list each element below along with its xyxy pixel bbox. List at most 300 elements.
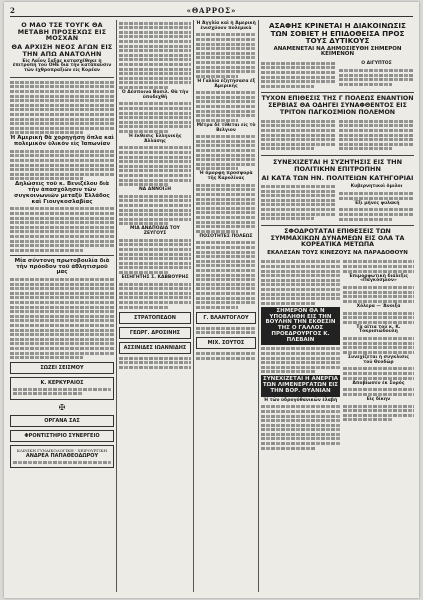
text-line (10, 90, 114, 93)
text-line (10, 240, 114, 243)
headline-pleven: ΣΗΜΕΡΟΝ ΘΑ Ν ΥΠΟΒΛΗΘΗ ΕΙΣ ΤΗΝ ΒΟΥΛΗΝ ΤΗΝ ΕΚΘΕΣΙΝ ΤΗΣ Ο ΓΑΛΛΟΣ ΠΡΟΕΔΡΟΥΡΓΟΣ Κ. ΠΛΕΒΑΙΝ (261, 307, 340, 346)
ad-title: ΑΣΣΙΝΙΔΕΣ ΙΩΑΝΝΙΔΗΣ (123, 344, 187, 351)
text-line (196, 91, 256, 94)
column-2 (119, 20, 191, 592)
ad-title: ΟΡΓΑΝΑ ΣΑΣ (44, 417, 80, 424)
text-line (339, 213, 414, 216)
text-line (261, 370, 316, 373)
text-line (339, 192, 414, 195)
subheadline-korea: Εἰς Λαΐον Σαξας κατασχέθηκε ἡ ἐπιτροπή τοῦ ΟΗΕ διὰ τὴν κατάπαυσιν τῶν ἐχθροπραξιῶν εἰς Κορέαν (12, 58, 112, 74)
subheadline: Ἡ Ἀγγλία καὶ ἡ Ἀμερικὴ ἐνισχύουν πολεμικὰ (196, 21, 256, 31)
text-line (196, 198, 256, 201)
text-line (261, 437, 340, 440)
column-rule (258, 20, 259, 592)
subheadline: Ἡ Γαλλία ἐζητήσασα ἐξ Ἀμερικῆς (196, 78, 256, 89)
article-body (261, 118, 414, 152)
text-line (119, 169, 191, 172)
divider (10, 77, 114, 78)
text-line (196, 246, 256, 249)
text-line (13, 392, 82, 395)
text-line (196, 167, 238, 170)
text-line (10, 154, 114, 157)
text-line (343, 418, 393, 421)
text-line (119, 257, 191, 260)
text-line (196, 230, 238, 233)
text-line (196, 56, 256, 59)
text-line (196, 144, 256, 147)
text-line (119, 125, 191, 128)
text-line (10, 347, 114, 350)
text-line (10, 108, 114, 111)
text-line (10, 278, 114, 281)
text-line (339, 124, 414, 127)
text-line (261, 366, 340, 369)
text-line (10, 315, 114, 318)
text-line (10, 168, 114, 171)
subheadline: ΕΙΣΗΓΗΤΗΣ Σ. ΚΑΒΒΟΥΡΗΣ (121, 274, 189, 280)
subheadline: ΝΑ ΑΝΝΟΙΞΗ (139, 187, 171, 193)
text-line (261, 270, 340, 273)
text-line (10, 150, 114, 153)
text-line (196, 202, 256, 205)
column-right (261, 20, 414, 592)
text-line (196, 297, 256, 300)
text-line (119, 40, 191, 43)
text-line (196, 105, 256, 108)
masthead (10, 6, 413, 17)
text-line (10, 356, 83, 359)
text-line (261, 203, 336, 206)
text-line (339, 129, 414, 132)
advertisement (196, 337, 256, 349)
text-line (261, 265, 340, 268)
text-line (119, 174, 191, 177)
sidebar-headline: Ἐπιμορφωτικὴ διάλεξις «Παγκόσμιον» (349, 273, 408, 284)
text-line (119, 22, 191, 25)
text-line (343, 377, 414, 380)
text-line (196, 33, 256, 36)
text-line (119, 130, 169, 133)
text-line (343, 312, 414, 315)
text-line (339, 197, 414, 200)
text-line (10, 306, 114, 309)
subheadline: Μέτρα δὲ τίθεται εἰς τὸ Βελγιον (196, 122, 256, 133)
text-line (119, 183, 169, 186)
text-line (119, 253, 191, 256)
subheadline-text-published: ΑΝΑΜΕΝΕΤΑΙ ΝΑ ΔΗΜΟΣΙΕΥΘΗ ΣΗΜΕΡΟΝ ΚΕΙΜΕΝΟΝ (273, 45, 402, 58)
text-line (261, 433, 340, 436)
text-line (196, 241, 256, 244)
text-line (261, 143, 336, 146)
text-line (10, 324, 114, 327)
text-line (339, 120, 414, 123)
text-line (10, 85, 114, 88)
text-line (261, 288, 340, 291)
text-line (119, 199, 191, 202)
text-line (119, 68, 191, 71)
text-line (10, 118, 114, 121)
sidebar-headline: Ο ΑΙΓΥΠΤΟΣ (361, 61, 392, 67)
text-line (343, 286, 414, 289)
text-line (10, 287, 114, 290)
text-line (119, 54, 191, 57)
ad-title: ΓΕΩΡΓ. ΔΡΟΣΙΝΗΣ (129, 329, 181, 336)
headline-serbia: ΤΥΧΟΝ ΕΠΙΘΕΣΙΣ ΤΗΣ Γ ΠΟΛΕΩΣ ΕΝΑΝΤΙΟΝ ΣΕΡΒΙΑΣ ΘΑ ΟΔΗΓΕΙ ΣΥΝΑΦΘΕΝΤΟΣ ΕΙΣ ΤΡΙΤΟΝ ΠΑΓΚΟΣΜΙΟΝ ΠΟΛΕΜΟΝ (261, 95, 414, 116)
text-line (119, 160, 191, 163)
text-line (339, 74, 414, 77)
sidebar-headline: Συνεχίζεται ἡ συγκλισις τοῦ Θεοδῶρ (348, 354, 409, 365)
subheadline: Ἡ ὅμορφη προσφορὰ τῆς Καρολίνας (199, 171, 253, 182)
sidebar-headline: Ἀποβίωσεν ἐκ Σορός (352, 380, 405, 386)
newspaper-name: «ΘΑΡΡΟΣ» (186, 6, 237, 15)
text-line (119, 266, 191, 269)
sidebar-headline: Χόλερα — Ἄνοιξα (356, 303, 401, 309)
text-line (261, 85, 314, 88)
text-line (196, 216, 256, 219)
text-line (10, 333, 114, 336)
text-line (119, 156, 191, 159)
text-line (196, 100, 256, 103)
text-line (10, 217, 114, 220)
text-line (10, 104, 114, 107)
text-line (119, 283, 191, 286)
text-line (261, 260, 340, 263)
divider (261, 225, 414, 226)
text-line (10, 352, 114, 355)
advertisement (10, 445, 114, 468)
text-line (119, 301, 191, 304)
text-line (196, 306, 238, 309)
newspaper-page (4, 2, 419, 598)
ad-title: Κ. ΚΕΡΚΥΡΑΙΟΣ (40, 380, 84, 387)
sidebar-headline: Ἕξι μήνες φυλακή (353, 200, 400, 206)
text-line (261, 120, 336, 123)
text-line (339, 83, 392, 86)
text-line (343, 346, 414, 349)
text-line (261, 124, 336, 127)
headline-mao: Ο ΜΑΟ ΤΣΕ ΤΟΥΓΚ ΘΑ ΜΕΤΑΒΗ ΠΡΟΣΕΧΩΣ ΕΙΣ ΜΟΣΧΑΝ (17, 21, 107, 43)
text-line (119, 86, 169, 89)
subheadline-athletics: Μία σύντονη πρωτοβουλία διὰ τὴν πρόοδον τοῦ ἀθλητισμοῦ μας (14, 257, 110, 276)
text-line (10, 177, 83, 180)
text-line (119, 262, 191, 265)
text-line (196, 278, 256, 281)
text-line (119, 239, 191, 242)
text-line (119, 151, 191, 154)
subheadline-japan: Ἡ Ἀμερικὴ θὰ χορηγήση ὅπλα καὶ πολεμικὸν ὑλικὸν εἰς Ἰαπωνίαν (10, 135, 114, 148)
text-line (10, 329, 114, 332)
text-line (196, 260, 256, 263)
text-line (10, 113, 114, 116)
text-line (119, 72, 191, 75)
text-line (261, 357, 340, 360)
text-line (196, 264, 256, 267)
text-line (196, 221, 256, 224)
text-line (196, 287, 256, 290)
text-line (196, 114, 256, 117)
text-line (196, 47, 256, 50)
text-line (10, 207, 114, 210)
text-line (10, 212, 114, 215)
text-line (10, 301, 114, 304)
text-line (343, 270, 414, 273)
text-line (196, 70, 256, 73)
text-line (196, 184, 256, 187)
text-line (343, 393, 414, 396)
text-line (261, 352, 340, 355)
text-line (196, 269, 256, 272)
ad-title: ΣΩΖΕΙ ΣΕΙΣΜΟΥ (40, 365, 84, 372)
text-line (261, 442, 340, 445)
text-line (119, 179, 191, 182)
subheadline: ΜΙΑ ΑΝΑΠΟΔΙΑ ΤΟΥ ΖΕΥΓΟΥΣ (130, 226, 180, 237)
text-line (119, 271, 169, 274)
ad-title: ΑΝΔΡΕΑ ΠΑΠΑΘΕΟΔΩΡΟΥ (25, 453, 99, 460)
ad-title: ΦΡΟΝΤΙΣΤΗΡΙΟ ΣΥΝΕΡΓΕΙΟ (24, 432, 100, 439)
text-line (261, 428, 340, 431)
text-column (261, 259, 340, 451)
text-line (10, 226, 114, 229)
text-line (339, 78, 414, 81)
column-rule (116, 20, 117, 592)
text-line (196, 140, 256, 143)
text-line (261, 208, 336, 211)
text-line (10, 99, 114, 102)
text-line (339, 208, 414, 211)
text-line (261, 147, 314, 150)
cross-ornament-icon: ✠ (58, 402, 66, 412)
text-line (119, 243, 191, 246)
text-line (119, 218, 191, 221)
text-line (261, 80, 336, 83)
text-line (10, 296, 114, 299)
text-line (196, 119, 238, 122)
article-body (261, 259, 414, 451)
text-line (261, 415, 340, 418)
text-line (261, 302, 316, 305)
text-line (196, 327, 256, 330)
text-line (10, 164, 114, 167)
text-line (196, 43, 256, 46)
text-line (261, 76, 336, 79)
text-line (10, 319, 114, 322)
text-column (343, 259, 414, 451)
subheadline: ΠΟΣΟΤΗΤΕΣ ΠΟΛΕΩΣ (199, 233, 253, 239)
text-line (196, 75, 238, 78)
text-line (13, 388, 111, 391)
text-line (10, 127, 114, 130)
text-line (196, 188, 256, 191)
text-line (10, 235, 114, 238)
text-line (339, 147, 392, 150)
text-line (119, 296, 191, 299)
text-line (261, 283, 340, 286)
text-line (261, 62, 336, 65)
text-line (119, 287, 191, 290)
page-number: 2 (10, 6, 15, 15)
text-line (10, 159, 114, 162)
text-line (13, 461, 111, 464)
headline-political-committee: ΣΥΝΕΧΙΖΕΤΑΙ Η ΣΥΖΗΤΗΣΙΣ ΕΙΣ ΤΗΝ ΠΟΛΙΤΙΚΗΝ ΕΠΙΤΡΟΠΗΝ (272, 157, 403, 173)
text-line (343, 337, 414, 340)
column-3 (196, 20, 256, 592)
text-line (261, 66, 336, 69)
text-line (261, 279, 340, 282)
text-line (196, 357, 256, 360)
text-line (196, 66, 256, 69)
text-line (261, 194, 336, 197)
text-line (10, 81, 114, 84)
subheadline: Ἡ ἔκθεσις Ἐλληνικῆς Ἀλλάσης (128, 133, 182, 144)
text-line (261, 410, 340, 413)
text-column (339, 183, 414, 222)
text-line (343, 291, 414, 294)
text-line (119, 35, 191, 38)
text-line (119, 213, 191, 216)
text-line (261, 217, 314, 220)
text-line (119, 26, 191, 29)
text-line (119, 107, 191, 110)
ad-title: ΜΙΧ. ΣΟΥΤΟΣ (207, 340, 245, 347)
text-line (343, 295, 414, 298)
text-line (10, 230, 114, 233)
text-line (261, 134, 336, 137)
text-line (343, 367, 414, 370)
text-line (196, 207, 256, 210)
text-line (343, 372, 414, 375)
text-line (10, 310, 114, 313)
text-line (119, 116, 191, 119)
text-line (261, 347, 340, 350)
text-column (261, 118, 336, 152)
text-line (196, 61, 256, 64)
sidebar-headline: Εἰς δίκην (366, 396, 391, 402)
ad-title: ΣΤΡΑΤΟΠΕΔΟΝ (134, 314, 176, 321)
advertisement (119, 342, 191, 354)
text-line (343, 409, 414, 412)
subheadline: Ὁ Δέσποινα Βασιλ. Θὰ τὴν ὑποδεχθῆ (121, 89, 189, 100)
text-line (196, 225, 256, 228)
text-line (119, 77, 191, 80)
text-line (10, 244, 114, 247)
text-line (261, 419, 340, 422)
subheadline: Ἡ τῶν ὑδρογόθανικῶν ἐλαβή (263, 397, 338, 403)
column-rule (193, 20, 194, 592)
text-line (10, 173, 114, 176)
text-line (119, 63, 191, 66)
text-line (196, 135, 256, 138)
text-column (339, 60, 414, 89)
text-line (196, 283, 256, 286)
text-line (343, 321, 414, 324)
text-line (261, 185, 336, 188)
text-line (343, 405, 414, 408)
text-line (343, 414, 414, 417)
divider (261, 92, 414, 93)
article-body (261, 60, 414, 89)
text-line (261, 361, 340, 364)
article-body (261, 183, 414, 222)
sidebar-headline: Κυβερνητικοὶ ὅμιλοι (350, 184, 403, 190)
text-line (261, 447, 316, 450)
text-line (119, 112, 191, 115)
text-line (196, 38, 256, 41)
text-line (119, 31, 191, 34)
text-line (339, 134, 414, 137)
text-line (119, 81, 191, 84)
text-line (343, 300, 414, 303)
text-line (196, 96, 256, 99)
text-line (196, 154, 256, 157)
text-line (261, 138, 336, 141)
text-line (119, 121, 191, 124)
text-line (261, 199, 336, 202)
text-line (119, 45, 191, 48)
text-line (119, 209, 191, 212)
text-line (10, 342, 114, 345)
text-line (196, 52, 256, 55)
text-line (10, 131, 83, 134)
text-line (119, 248, 191, 251)
subheadline-venizelos: Δηλώσεις τοῦ κ. Βενιζέλου διὰ τὴν ἀπασχόλησιν τῶν συγκοινωνιῶν μεταξὺ Ἑλλάδος καὶ Γιουγκοσλαβίας (14, 181, 110, 205)
ad-title: Γ. ΒΛΑΝΤΟΓΛΟΥ (203, 314, 249, 321)
text-line (10, 221, 114, 224)
text-line (339, 143, 414, 146)
text-column (261, 60, 336, 89)
headline-far-east: ΘΑ ΑΡΧΙΣΗ ΝΕΟΣ ΑΓΩΝ ΕΙΣ ΤΗΝ ΑΠΩ ΑΝΑΤΟΛΗΝ (11, 43, 113, 58)
text-line (119, 49, 191, 52)
text-line (261, 274, 340, 277)
subheadline-chinese-surrender: ΕΚΑΛΕΣΑΝ ΤΟΥΣ ΚΙΝΕΖΟΥΣ ΝΑ ΠΑΡΑΔΟΘΟΥΝ (267, 250, 408, 257)
headline-dockworkers: ΣΥΝΕΧΙΖΕΤΑΙ Η ΑΝΕΡΓΙΑ ΤΩΝ ΛΙΜΕΝΕΡΓΑΤΩΝ ΕΙΣ ΤΗΝ ΒΟΡ. ΘΥΑΝΙΑΝ (261, 375, 340, 396)
advertisement (119, 327, 191, 339)
text-line (343, 260, 414, 263)
advertisement (10, 415, 114, 427)
text-line (10, 292, 114, 295)
text-line (261, 213, 336, 216)
sidebar-headline: Τὰ αἴτια τοῦ κ. Κ. Τοκρισιώδουλη (356, 324, 401, 335)
text-line (10, 122, 114, 125)
text-line (261, 190, 336, 193)
text-line (196, 251, 256, 254)
text-line (343, 316, 414, 319)
advertisement (10, 377, 114, 400)
headline-accusations: ΑΙ ΚΑΤΑ ΤΩΝ ΗΝ. ΠΟΛΙΤΕΙΩΝ ΚΑΤΗΓΟΡΙΑΙ (261, 173, 414, 182)
text-line (196, 193, 256, 196)
text-line (261, 424, 340, 427)
text-line (10, 249, 83, 252)
text-line (196, 352, 256, 355)
text-line (196, 255, 256, 258)
text-line (10, 283, 114, 286)
text-line (196, 331, 256, 334)
text-line (261, 71, 336, 74)
column-1 (10, 20, 114, 592)
text-line (343, 351, 414, 354)
text-line (261, 297, 340, 300)
text-line (119, 204, 191, 207)
advertisement (196, 312, 256, 324)
text-line (10, 95, 114, 98)
text-line (261, 293, 340, 296)
text-line (119, 292, 191, 295)
text-line (196, 158, 256, 161)
advertisement (119, 312, 191, 324)
text-line (196, 274, 256, 277)
text-line (339, 138, 414, 141)
text-column (261, 183, 336, 222)
text-line (10, 338, 114, 341)
